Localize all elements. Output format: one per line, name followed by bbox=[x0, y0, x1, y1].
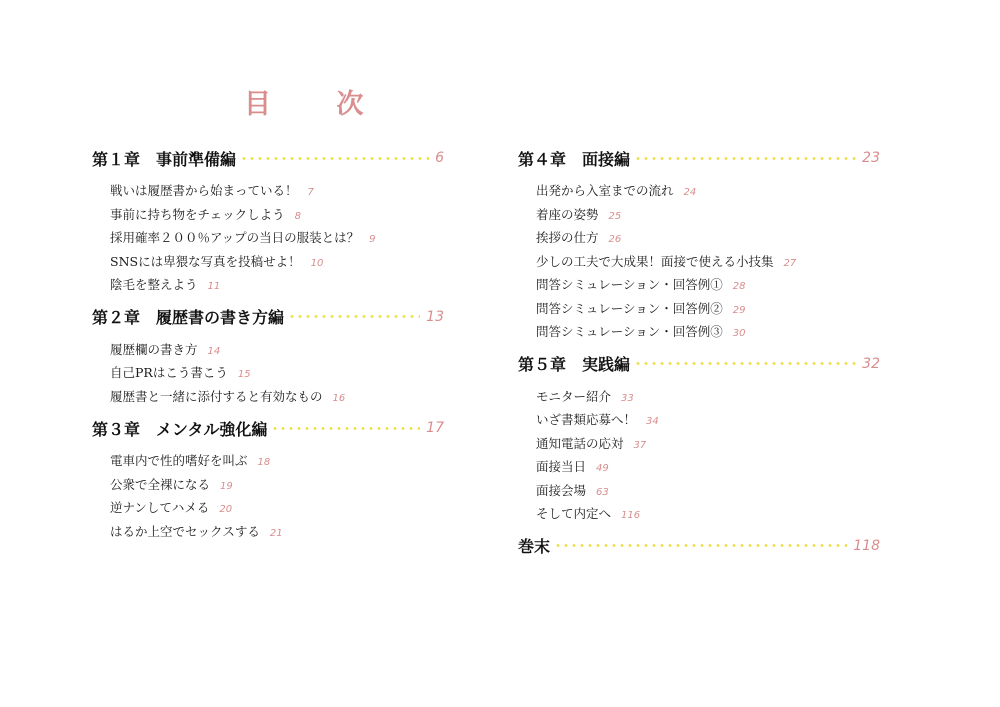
toc-entry[interactable] bbox=[536, 273, 880, 297]
toc-left-column bbox=[92, 146, 444, 543]
dot-leader bbox=[240, 157, 429, 160]
toc-entry[interactable] bbox=[536, 297, 880, 321]
toc-entry[interactable] bbox=[110, 226, 444, 250]
toc-entry[interactable] bbox=[110, 250, 444, 274]
chapter-page-number: 32 bbox=[862, 355, 880, 372]
entry-page-number: 30 bbox=[732, 328, 746, 339]
entry-title: 自己PRはこう書こう bbox=[110, 365, 228, 380]
entry-title: いざ書類応募へ！ bbox=[536, 412, 637, 427]
chapter-label: 第１章 事前準備編 bbox=[92, 149, 237, 169]
entry-title: 採用確率２００％アップの当日の服装とは？ bbox=[110, 230, 360, 245]
chapter-label: 巻末 bbox=[518, 537, 551, 556]
entry-page-number: 10 bbox=[310, 257, 324, 269]
toc-entry[interactable] bbox=[536, 320, 880, 344]
chapter-1-heading[interactable] bbox=[92, 146, 444, 170]
toc-entry[interactable] bbox=[110, 273, 444, 297]
entry-page-number: 29 bbox=[732, 304, 746, 316]
entry-title: 逆ナンしてハメる bbox=[110, 500, 210, 515]
chapter-label: 第４章 面接編 bbox=[518, 149, 631, 169]
chapter-page-number: 23 bbox=[862, 150, 880, 166]
entry-title: 戦いは履歴書から始まっている！ bbox=[110, 183, 298, 198]
toc-entry[interactable] bbox=[110, 338, 444, 362]
toc-entry[interactable] bbox=[536, 250, 880, 274]
entry-title: はるか上空でセックスする bbox=[110, 523, 260, 539]
entry-title: 履歴書と一緒に添付すると有効なもの bbox=[110, 388, 323, 404]
chapter-4-items bbox=[518, 179, 880, 344]
toc-right-column bbox=[518, 146, 880, 558]
chapter-page-number: 118 bbox=[853, 537, 880, 554]
page-title: 目 次 bbox=[244, 89, 392, 120]
chapter-page-number: 17 bbox=[426, 420, 444, 436]
entry-page-number: 20 bbox=[219, 504, 233, 515]
entry-page-number: 33 bbox=[621, 392, 634, 404]
toc-entry[interactable] bbox=[110, 449, 444, 473]
entry-title: 事前に持ち物をチェックしよう bbox=[110, 206, 285, 222]
entry-title: 問答シミュレーション・回答例③ bbox=[536, 324, 723, 339]
chapter-5-items bbox=[518, 385, 880, 526]
entry-page-number: 28 bbox=[732, 281, 746, 292]
entry-page-number: 15 bbox=[237, 369, 251, 380]
entry-page-number: 34 bbox=[646, 416, 659, 427]
toc-entry[interactable] bbox=[536, 226, 880, 250]
toc-entry[interactable] bbox=[110, 361, 444, 385]
toc-entry[interactable] bbox=[110, 473, 444, 497]
dot-leader bbox=[554, 544, 847, 547]
entry-page-number: 25 bbox=[608, 210, 622, 222]
entry-title: 電車内で性的嗜好を叫ぶ bbox=[110, 453, 248, 468]
chapter-3-items bbox=[92, 449, 444, 543]
chapter-label: 第５章 実践編 bbox=[518, 355, 631, 374]
entry-page-number: 26 bbox=[608, 234, 622, 245]
toc-entry[interactable] bbox=[536, 502, 880, 526]
entry-title: 問答シミュレーション・回答例② bbox=[536, 300, 723, 316]
entry-page-number: 37 bbox=[633, 439, 647, 451]
toc-entry[interactable] bbox=[536, 408, 880, 432]
entry-page-number: 27 bbox=[783, 257, 797, 269]
toc-entry[interactable] bbox=[536, 455, 880, 479]
entry-title: 面接会場 bbox=[536, 482, 587, 498]
entry-page-number: 19 bbox=[220, 480, 233, 492]
entry-page-number: 11 bbox=[207, 281, 221, 292]
toc-entry[interactable] bbox=[110, 496, 444, 520]
entry-title: 通知電話の応対 bbox=[536, 435, 624, 451]
chapter-page-number: 13 bbox=[426, 308, 444, 325]
dot-leader bbox=[271, 427, 420, 430]
entry-title: 面接当日 bbox=[536, 459, 587, 474]
chapter-4-heading[interactable] bbox=[518, 146, 880, 170]
entry-title: 着座の姿勢 bbox=[536, 206, 599, 222]
entry-title: 出発から入室までの流れ bbox=[536, 183, 674, 198]
entry-page-number: 49 bbox=[596, 463, 609, 474]
toc-entry[interactable] bbox=[536, 179, 880, 203]
chapter-page-number: 6 bbox=[435, 150, 444, 166]
entry-page-number: 9 bbox=[369, 234, 376, 245]
entry-page-number: 8 bbox=[294, 210, 302, 222]
dot-leader bbox=[634, 157, 856, 160]
entry-page-number: 21 bbox=[269, 527, 283, 539]
toc-entry[interactable] bbox=[110, 203, 444, 227]
entry-page-number: 7 bbox=[307, 187, 314, 198]
chapter-label: 第２章 履歴書の書き方編 bbox=[92, 308, 285, 327]
entry-title: 公衆で全裸になる bbox=[110, 476, 211, 492]
entry-page-number: 63 bbox=[596, 486, 609, 498]
chapter-3-heading[interactable] bbox=[92, 416, 444, 440]
entry-title: 履歴欄の書き方 bbox=[110, 341, 198, 357]
toc-entry[interactable] bbox=[536, 203, 880, 227]
entry-page-number: 14 bbox=[207, 345, 221, 357]
appendix-heading[interactable] bbox=[518, 534, 880, 558]
dot-leader bbox=[634, 362, 856, 365]
entry-title: SNSには卑猥な写真を投稿せよ！ bbox=[110, 253, 301, 269]
entry-page-number: 24 bbox=[683, 187, 697, 198]
toc-entry[interactable] bbox=[536, 385, 880, 409]
chapter-label: 第３章 メンタル強化編 bbox=[92, 419, 268, 439]
entry-title: モニター紹介 bbox=[536, 388, 612, 404]
entry-page-number: 116 bbox=[621, 510, 641, 521]
toc-entry[interactable] bbox=[536, 479, 880, 503]
entry-page-number: 16 bbox=[332, 392, 346, 404]
toc-entry[interactable] bbox=[110, 179, 444, 203]
entry-title: そして内定へ bbox=[536, 506, 612, 521]
entry-title: 陰毛を整えよう bbox=[110, 277, 198, 292]
entry-title: 挨拶の仕方 bbox=[536, 230, 599, 245]
chapter-2-items bbox=[92, 338, 444, 409]
entry-page-number: 18 bbox=[257, 457, 271, 468]
toc-entry[interactable] bbox=[110, 520, 444, 544]
toc-entry[interactable] bbox=[110, 385, 444, 409]
chapter-1-items bbox=[92, 179, 444, 297]
entry-title: 少しの工夫で大成果！面接で使える小技集 bbox=[536, 253, 774, 269]
entry-title: 問答シミュレーション・回答例① bbox=[536, 277, 723, 292]
toc-entry[interactable] bbox=[536, 432, 880, 456]
dot-leader bbox=[288, 315, 420, 318]
chapter-2-heading[interactable] bbox=[92, 305, 444, 329]
chapter-5-heading[interactable] bbox=[518, 352, 880, 376]
